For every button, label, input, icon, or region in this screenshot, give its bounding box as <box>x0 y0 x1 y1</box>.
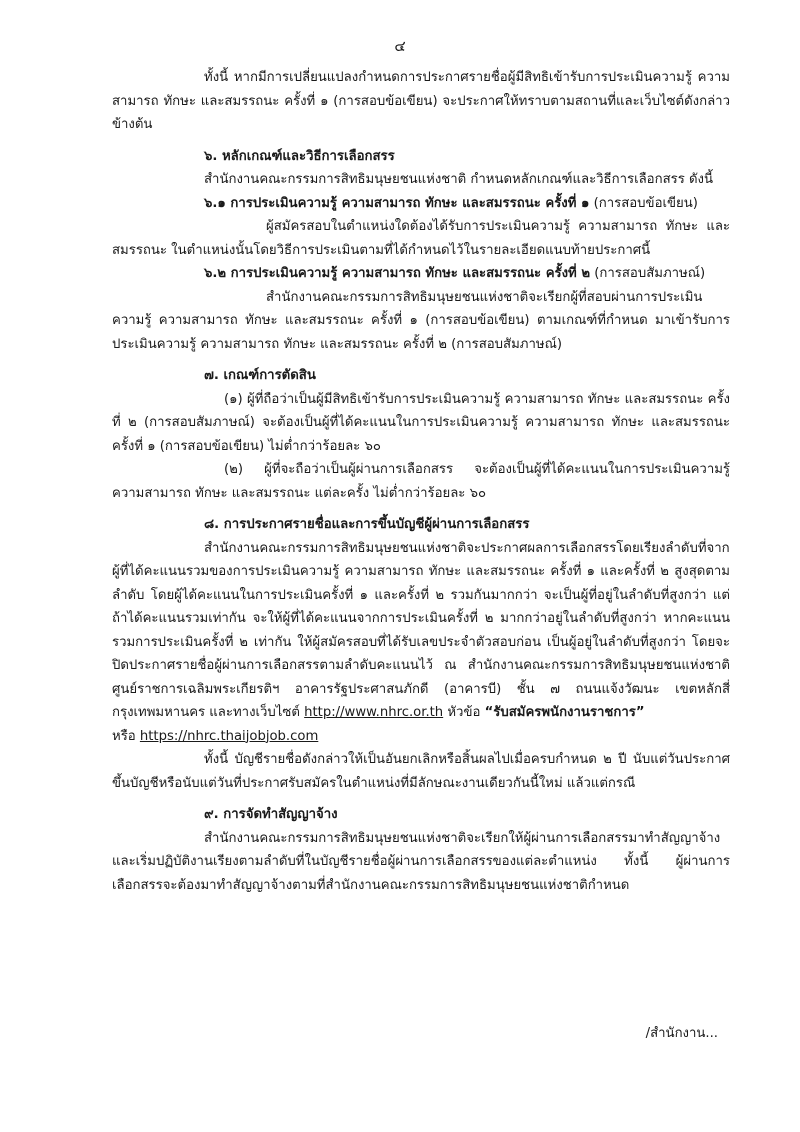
section-6-1-suffix: (การสอบข้อเขียน) <box>589 195 698 211</box>
section-8-body-2: ทั้งนี้ บัญชีรายชื่อดังกล่าวให้เป็นอันยกเลิกหรือสิ้นผลไปเมื่อครบกำหนด ๒ ปี นับแต่วันประกาศขึ้นบัญชีหรือนับแต่วันที่ประกาศรับสมัครในตำแหน่งที่มีลักษณะงานเดียวกันนี้ใหม่ แล้วแต่กรณี <box>112 752 730 791</box>
section-6-2-suffix: (การสอบสัมภาษณ์) <box>590 266 706 281</box>
section-7-item-2: (๒) ผู้ที่จะถือว่าเป็นผู้ผ่านการเลือกสรร จะต้องเป็นผู้ที่ได้คะแนนในการประเมินความรู้ ความสามารถ ทักษะ และสมรรถนะ แต่ละครั้ง ไม่ต่ำกว่าร้อยละ ๖๐ <box>112 462 730 501</box>
section-6-1-heading <box>112 192 730 216</box>
section-9-body: สำนักงานคณะกรรมการสิทธิมนุษยชนแห่งชาติจะเรียกให้ผู้ผ่านการเลือกสรรมาทำสัญญาจ้าง และเริ่มปฏิบัติงานเรียงตามลำดับที่ในบัญชีรายชื่อผู้ผ่านการเลือกสรรของแต่ละตำแหน่ง ทั้งนี้ ผู้ผ่านการเลือกสรรจะต้องมาทำสัญญาจ้างตามที่สำนักงานคณะกรรมการสิทธิมนุษยชนแห่งชาติกำหนด <box>112 830 730 893</box>
section-6-2-body: สำนักงานคณะกรรมการสิทธิมนุษยชนแห่งชาติจะเรียกผู้ที่สอบผ่านการประเมินความรู้ ความสามารถ ทักษะ และสมรรถนะ ครั้งที่ ๑ (การสอบข้อเขียน) ตามเกณฑ์ที่กำหนด มาเข้ารับการประเมินความรู้ ความสามารถ ทักษะ และสมรรถนะ ครั้งที่ ๒ (การสอบสัมภาษณ์) <box>112 289 730 352</box>
or-label: หรือ <box>112 728 140 744</box>
section-6-1-title: ๖.๑ การประเมินความรู้ ความสามารถ ทักษะ และสมรรถนะ ครั้งที่ ๑ <box>204 195 590 211</box>
section-6-heading: ๖. หลักเกณฑ์และวิธีการเลือกสรร <box>204 148 395 164</box>
nhrc-website-link[interactable]: http://www.nhrc.or.th <box>304 705 444 720</box>
section-8-text: สำนักงานคณะกรรมการสิทธิมนุษยชนแห่งชาติจะประกาศผลการเลือกสรรโดยเรียงลำดับที่จากผู้ที่ได้คะแนนรวมของการประเมินความรู้ ความสามารถ ทักษะ และสมรรถนะ ครั้งที่ ๑ และครั้งที่ ๒ สูงสุดตามลำดับ โดยผู้ได้คะแนนในการประเมินครั้งที่ ๑ และครั้งที่ ๒ รวมกันมากกว่า จะเป็นผู้ที่อยู่ในลำดับที่สูงกว่า แต่ถ้าได้คะแนนรวมเท่ากัน จะให้ผู้ที่ได้คะแนนจากการประเมินครั้งที่ ๒ มากกว่าอยู่ในลำดับที่สูงกว่า หากคะแนนรวมการประเมินครั้งที่ ๒ เท่ากัน ให้ผู้สมัครสอบที่ได้รับเลขประจำตัวสอบก่อน เป็นผู้อยู่ในลำดับที่สูงกว่า โดยจะปิดประกาศรายชื่อผู้ผ่านการเลือกสรรตามลำดับคะแนนไว้ ณ สำนักงานคณะกรรมการสิทธิมนุษยชนแห่งชาติ ศูนย์ราชการเฉลิมพระเกียรติฯ อาคารรัฐประศาสนภักดี (อาคารบี) ชั้น ๗ ถนนแจ้งวัฒนะ เขตหลักสี่ กรุงเทพมหานคร และทางเว็บไซต์ <box>112 540 730 720</box>
section-8-heading: ๘. การประกาศรายชื่อและการขึ้นบัญชีผู้ผ่านการเลือกสรร <box>204 517 530 532</box>
topic-prefix: หัวข้อ <box>443 705 485 720</box>
section-6-body: สำนักงานคณะกรรมการสิทธิมนุษยชนแห่งชาติ กำหนดหลักเกณฑ์และวิธีการเลือกสรร ดังนี้ <box>204 172 714 187</box>
section-8-body-1 <box>112 537 730 749</box>
section-6-2-heading <box>112 262 730 286</box>
page-number: ๔ <box>394 37 406 55</box>
document-body <box>112 66 730 897</box>
section-7-item-1: (๑) ผู้ที่ถือว่าเป็นผู้มีสิทธิเข้ารับการประเมินความรู้ ความสามารถ ทักษะ และสมรรถนะ ครั้งที่ ๒ (การสอบสัมภาษณ์) จะต้องเป็นผู้ที่ได้คะแนนในการประเมินความรู้ ความสามารถ ทักษะ และสมรรถนะ ครั้งที่ ๑ (การสอบข้อเขียน) ไม่ต่ำกว่าร้อยละ ๖๐ <box>112 391 730 454</box>
section-6-2-title: ๖.๒ การประเมินความรู้ ความสามารถ ทักษะ และสมรรถนะ ครั้งที่ ๒ <box>204 266 591 281</box>
section-9-heading: ๙. การจัดทำสัญญาจ้าง <box>204 807 338 822</box>
section-7-heading: ๗. เกณฑ์การตัดสิน <box>204 368 316 383</box>
topic-title: “รับสมัครพนักงานราชการ” <box>484 705 645 720</box>
section-6-1-body: ผู้สมัครสอบในตำแหน่งใดต้องได้รับการประเมินความรู้ ความสามารถ ทักษะ และสมรรถนะ ในตำแหน่งนั้นโดยวิธีการประเมินตามที่ได้กำหนดไว้ในรายละเอียดแนบท้ายประกาศนี้ <box>112 219 730 258</box>
intro-paragraph: ทั้งนี้ หากมีการเปลี่ยนแปลงกำหนดการประกาศรายชื่อผู้มีสิทธิเข้ารับการประเมินความรู้ ความสามารถ ทักษะ และสมรรถนะ ครั้งที่ ๑ (การสอบข้อเขียน) จะประกาศให้ทราบตามสถานที่และเว็บไซต์ดังกล่าวข้างต้น <box>112 70 730 132</box>
continuation-footer: /สำนักงาน... <box>645 1026 718 1041</box>
thaijobjob-link[interactable]: https://nhrc.thaijobjob.com <box>139 728 319 744</box>
